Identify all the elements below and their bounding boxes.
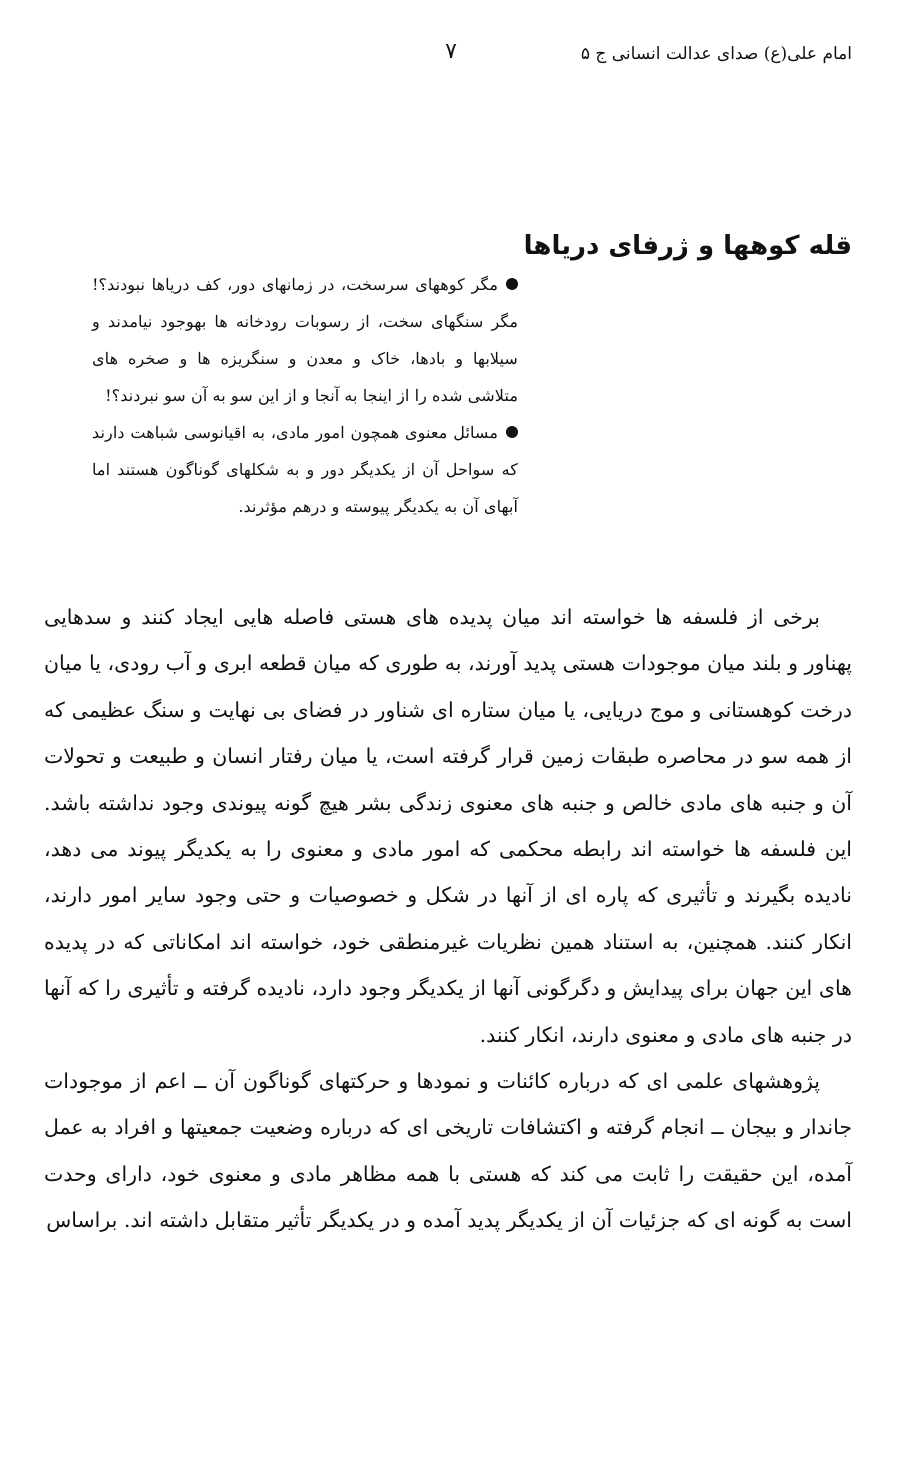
paragraph: پژوهشهای علمی ای که درباره کائنات و نمودها و حرکتهای گوناگون آن ــ اعم از موجودات جاندار و بیجان ــ انجام گرفته و اکتشافات تاریخی ای که درباره وضعیت جمعیتها و افراد به عمل آمده، این حقیقت را ثابت می کند که هستی با همه مظاهر مادی و معنوی خود، دارای وحدت است به گونه ای که جزئیات آن از یکدیگر پدید آمده و در یکدیگر تأثیر متقابل داشته اند. براساس bbox=[44, 1069, 852, 1233]
bullet-icon bbox=[506, 426, 518, 438]
box-item bbox=[92, 266, 518, 414]
page-number: ۷ bbox=[445, 39, 457, 64]
box-item-text: مسائل معنوی همچون امور مادی، به اقیانوسی شباهت دارند که سواحل آن از یکدیگر دور و به شکلهای گوناگون هستند اما آبهای آن به یکدیگر پیوسته و درهم مؤثرند. bbox=[92, 423, 518, 516]
running-title: امام علی(ع) صدای عدالت انسانی ج ۵ bbox=[580, 44, 852, 64]
box-item-text: مگر کوههای سرسخت، در زمانهای دور، کف دریاها نبودند؟! مگر سنگهای سخت، از رسوبات رودخانه ها بهوجود نیامدند و سیلابها و بادها، خاک و معدن و سنگریزه ها و صخره های متلاشی شده را از اینجا به آنجا و از این سو به آن سو نبردند؟! bbox=[92, 275, 518, 405]
paragraph: برخی از فلسفه ها خواسته اند میان پدیده های هستی فاصله هایی ایجاد کنند و سدهایی پهناور و بلند میان موجودات هستی پدید آورند، به طوری که میان قطعه ابری و آب رودی، یا میان درخت کوهستانی و موج دریایی، یا میان ستاره ای شناور در فضای بی نهایت و سنگ عظیمی که از همه سو در محاصره طبقات زمین قرار گرفته است، یا میان رفتار انسان و طبیعت و تحولات آن و جنبه های مادی خالص و جنبه های معنوی زندگی بشر هیچ گونه پیوندی وجود نداشته باشد. این فلسفه ها خواسته اند رابطه محکمی که امور مادی و معنوی را به یکدیگر پیوند می دهد، نادیده بگیرند و تأثیری که پاره ای از آنها در شکل و خصوصیات و حتی وجود سایر امور دارند، انکار کنند. همچنین، به استناد همین نظریات غیرمنطقی خود، خواسته اند امکاناتی که در پدیده های این جهان برای پیدایش و دگرگونی آنها از یکدیگر وجود دارد، نادیده گرفته و تأثیری را که آنها در جنبه های مادی و معنوی دارند، انکار کنند. bbox=[44, 605, 852, 1047]
box-item bbox=[92, 414, 518, 525]
body-text bbox=[44, 594, 852, 1244]
highlight-box bbox=[92, 266, 518, 525]
section-title: قله کوهها و ژرفای دریاها bbox=[523, 231, 852, 261]
bullet-icon bbox=[506, 278, 518, 290]
